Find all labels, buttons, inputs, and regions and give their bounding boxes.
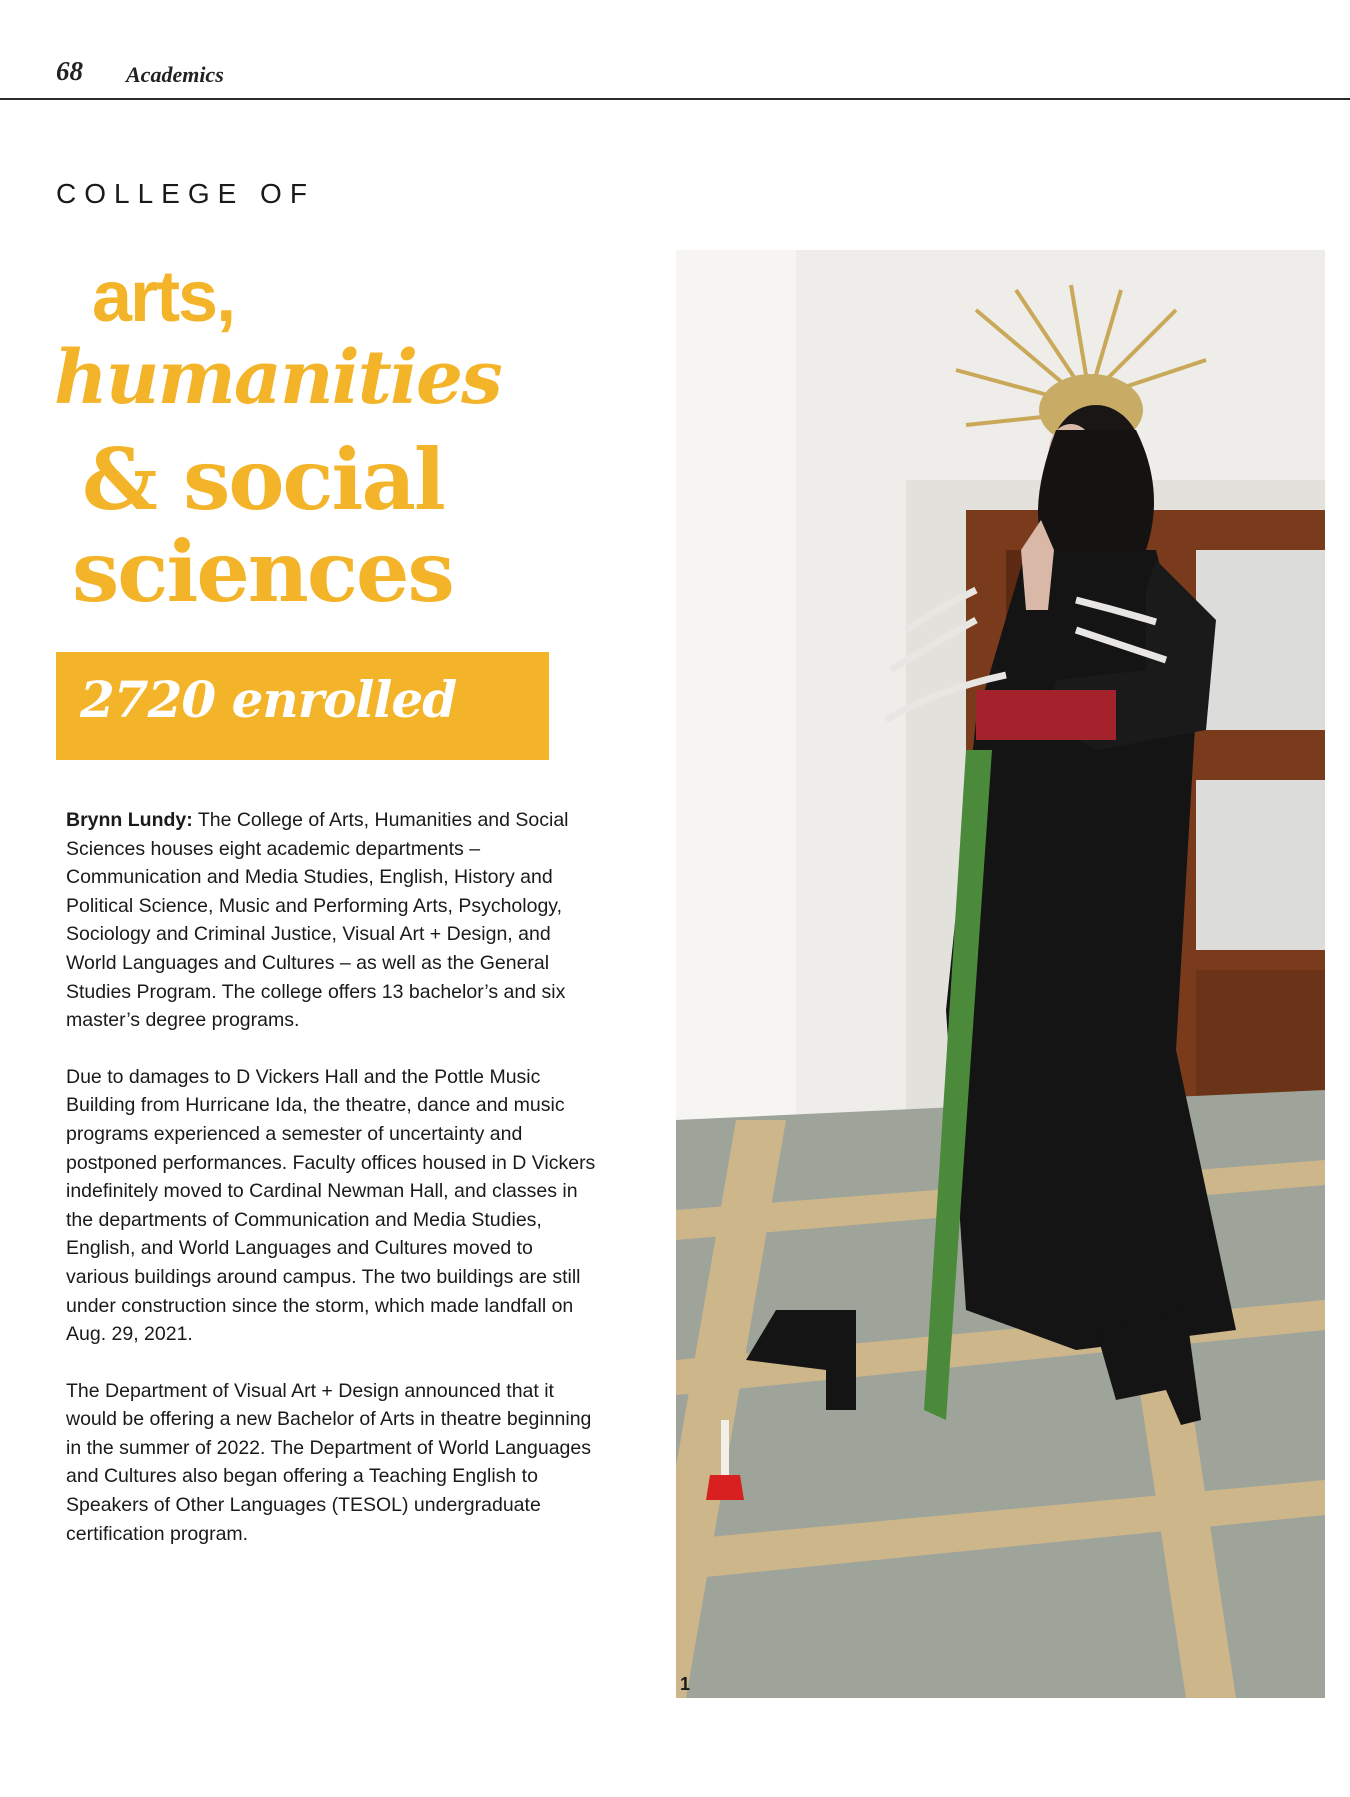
page-number: 68 bbox=[56, 56, 83, 86]
college-kicker: COLLEGE OF bbox=[56, 178, 315, 209]
title-line-arts: arts, bbox=[92, 257, 235, 337]
paragraph-1 bbox=[66, 806, 601, 1035]
paragraph-1-text: The College of Arts, Humanities and Social Sciences houses eight academic departments – Communication and Media Studies, English, History and Political Science, Music and Performing Arts, Psychology, Sociology and Criminal Justice, Visual Art + Design, and World Languages and Cultures – as well as the General Studies Program. The college offers 13 bachelor’s and six master’s degree programs. bbox=[66, 809, 569, 1032]
paragraph-2: Due to damages to D Vickers Hall and the Pottle Music Building from Hurricane Ida, the theatre, dance and music programs experienced a semester of uncertainty and postponed performances. Faculty offices housed in D Vickers indefinitely moved to Cardinal Newman Hall, and classes in the departments of Communication and Media Studies, English, and World Languages and Cultures moved to various buildings around campus. The two buildings are still under construction since the storm, which made landfall on Aug. 29, 2021. bbox=[66, 1065, 596, 1346]
enrollment-count: 2720 enrolled bbox=[80, 670, 457, 729]
byline: Brynn Lundy: bbox=[66, 809, 193, 831]
title-line-humanities: humanities bbox=[54, 335, 501, 421]
title-line-sciences: sciences bbox=[72, 522, 453, 621]
enrollment-badge bbox=[56, 652, 549, 760]
photo-illustration bbox=[676, 250, 1325, 1698]
title-line-social: & social bbox=[82, 430, 444, 529]
article-body bbox=[66, 806, 601, 1576]
photo-number: 1 bbox=[680, 1674, 691, 1694]
performer-photo bbox=[676, 250, 1325, 1698]
page-header bbox=[0, 0, 1350, 100]
header-rule bbox=[0, 98, 1350, 100]
section-name: Academics bbox=[126, 62, 224, 87]
paragraph-3: The Department of Visual Art + Design announced that it would be offering a new Bachelor of Arts in theatre beginning in the summer of 2022. The Department of World Languages and Cultures also began offering a Teaching English to Speakers of Other Languages (TESOL) undergraduate certification program. bbox=[66, 1379, 592, 1545]
